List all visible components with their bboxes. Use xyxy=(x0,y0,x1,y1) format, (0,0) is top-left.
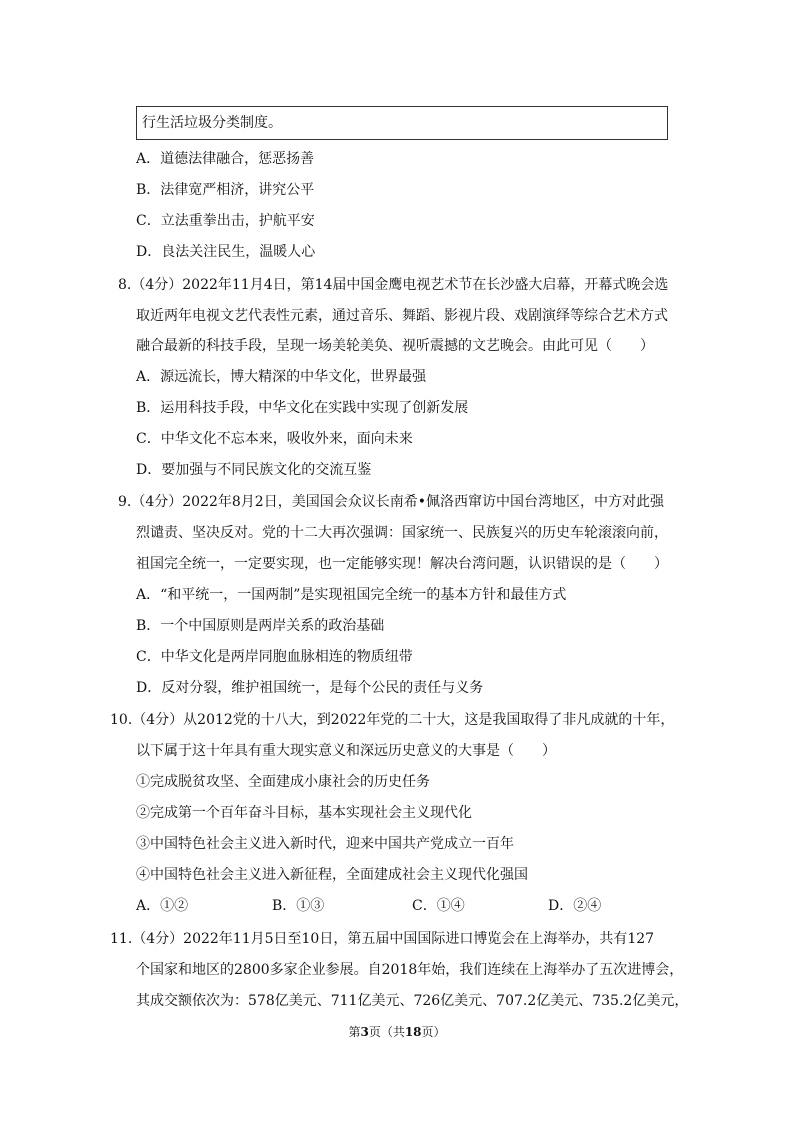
q10-option-d[interactable]: D．②④ xyxy=(548,898,602,914)
q10-statement-2: ②完成第一个百年奋斗目标，基本实现社会主义现代化 xyxy=(136,805,472,821)
q8-stem-line-2: 取近两年电视文艺代表性元素，通过音乐、舞蹈、影视片段、戏剧演绎等综合艺术方式 xyxy=(136,308,668,324)
q9-option-b[interactable]: B．一个中国原则是两岸关系的政治基础 xyxy=(136,618,385,634)
q9-option-a[interactable]: A．“和平统一，一国两制”是实现祖国完全统一的基本方针和最佳方式 xyxy=(136,587,567,603)
q10-statement-3: ③中国特色社会主义进入新时代，迎来中国共产党成立一百年 xyxy=(136,836,514,852)
q11-stem-line-2: 个国家和地区的2800多家企业参展。自2018年始，我们连续在上海举办了五次进博会， xyxy=(136,962,684,978)
q8-option-a[interactable]: A．源远流长，博大精深的中华文化，世界最强 xyxy=(136,369,427,385)
q9-option-d[interactable]: D．反对分裂，维护祖国统一，是每个公民的责任与义务 xyxy=(136,680,484,696)
q9-stem-line-1: 9.（4分）2022年8月2日，美国国会众议长南希•佩洛西窜访中国台湾地区，中方对此强 xyxy=(118,494,664,510)
q7-option-b[interactable]: B．法律宽严相济，讲究公平 xyxy=(136,182,315,198)
footer-mid: 页（共 xyxy=(368,1025,405,1039)
q7-option-a[interactable]: A．道德法律融合，惩恶扬善 xyxy=(136,151,315,167)
q11-stem-line-1: 11.（4分）2022年11月5日至10日，第五届中国国际进口博览会在上海举办，共有127 xyxy=(110,931,655,947)
footer-prefix: 第 xyxy=(348,1025,361,1039)
q11-stem-line-3: 其成交额依次为：578亿美元、711亿美元、726亿美元、707.2亿美元、735.2亿美元， xyxy=(136,993,689,1009)
q8-stem-line-1: 8.（4分）2022年11月4日，第14届中国金鹰电视艺术节在长沙盛大启幕，开幕式晚会选 xyxy=(118,277,669,293)
q8-option-d[interactable]: D．要加强与不同民族文化的交流互鉴 xyxy=(136,462,372,478)
q9-option-c[interactable]: C．中华文化是两岸同胞血脉相连的物质纽带 xyxy=(136,649,413,665)
q10-option-b[interactable]: B．①③ xyxy=(272,898,325,914)
q7-option-d[interactable]: D．良法关注民生，温暖人心 xyxy=(136,244,316,260)
q10-statement-1: ①完成脱贫攻坚、全面建成小康社会的历史任务 xyxy=(136,774,430,790)
continued-question-box xyxy=(136,106,668,140)
q9-stem-line-3: 祖国完全统一，一定要实现，也一定能够实现！解决台湾问题，认识错误的是（ ） xyxy=(136,556,668,572)
q9-stem-line-2: 烈谴责、坚决反对。党的十二大再次强调：国家统一、民族复兴的历史车轮滚滚向前， xyxy=(136,525,668,541)
q8-option-c[interactable]: C．中华文化不忘本来，吸收外来，面向未来 xyxy=(136,431,413,447)
q10-stem-line-2: 以下属于这十年具有重大现实意义和深远历史意义的大事是（ ） xyxy=(136,743,556,759)
q7-option-c[interactable]: C．立法重拳出击，护航平安 xyxy=(136,213,315,229)
page-footer xyxy=(0,1024,794,1040)
q10-stem-line-1: 10.（4分）从2012党的十八大，到2022年党的二十大，这是我国取得了非凡成就的十年， xyxy=(110,712,675,728)
footer-page-number: 3 xyxy=(360,1025,369,1039)
q8-option-b[interactable]: B．运用科技手段，中华文化在实践中实现了创新发展 xyxy=(136,400,469,416)
footer-suffix: 页） xyxy=(421,1025,446,1039)
footer-total-pages: 18 xyxy=(404,1025,422,1039)
q8-stem-line-3: 融合最新的科技手段，呈现一场美轮美奂、视听震撼的文艺晚会。由此可见（ ） xyxy=(136,338,654,354)
q10-statement-4: ④中国特色社会主义进入新征程，全面建成社会主义现代化强国 xyxy=(136,867,528,883)
q10-option-a[interactable]: A．①② xyxy=(136,898,189,914)
box-text: 行生活垃圾分类制度。 xyxy=(142,115,282,131)
q10-option-c[interactable]: C．①④ xyxy=(412,898,465,914)
